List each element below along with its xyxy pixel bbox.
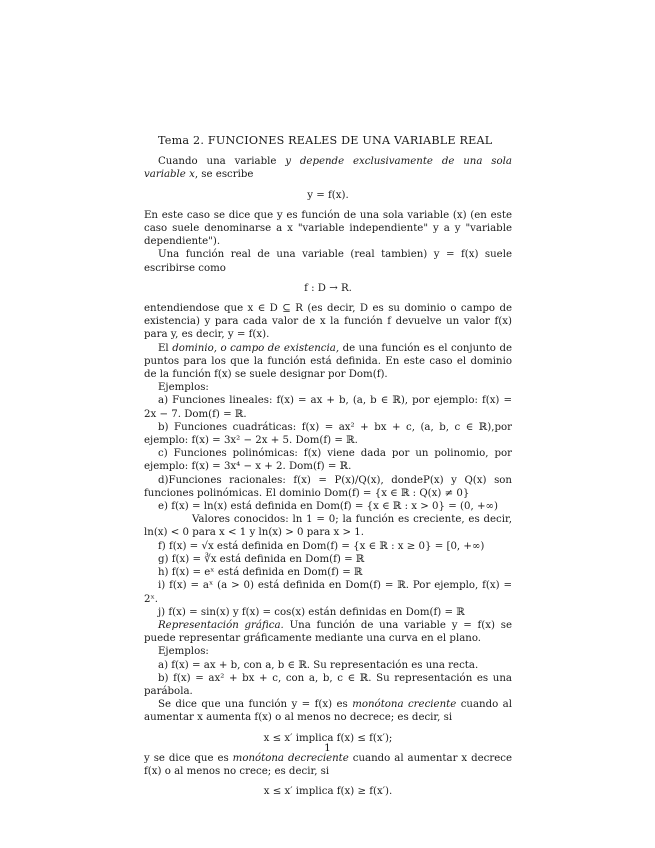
example-log: e) f(x) = ln(x) está definida en Dom(f) = {x ∈ ℝ : x > 0} = (0, +∞) (158, 501, 498, 513)
example-cbrt: g) f(x) = ∛x está definida en Dom(f) = ℝ (158, 553, 365, 565)
domain-explanation: entendiendose que x ∈ D ⊆ R (es decir, D es su dominio o campo de existencia) y para cada valor de x la función f devuelve un valor f(x) para y, es decir, y = f(x). (144, 303, 512, 341)
monotone-inc-text-end: cuando al aumentar x aumenta f(x) o al menos no decrece; es decir, si (144, 699, 512, 724)
example-linear: a) Funciones lineales: f(x) = ax + b, (a, b ∈ ℝ), por ejemplo: f(x) = 2x − 7. Dom(f) = ℝ. (144, 395, 512, 420)
section-title: Tema 2. FUNCIONES REALES DE UNA VARIABLE REAL (158, 134, 493, 147)
domain-text: El (158, 342, 173, 354)
monotone-decreasing (144, 752, 512, 778)
intro-variable: y (285, 156, 292, 168)
example-trig: j) f(x) = sin(x) y f(x) = cos(x) están definidas en Dom(f) = ℝ (158, 606, 465, 618)
text-column (144, 134, 512, 805)
equation-increasing: x ≤ x′ implica f(x) ≤ f(x′); (263, 732, 393, 744)
repr-parabola: b) f(x) = ax² + bx + c, con a, b, c ∈ ℝ. Su representación es una parábola. (144, 672, 512, 697)
example-log-note: Valores conocidos: ln 1 = 0; la función es creciente, es decir, ln(x) < 0 para x < 1 y ln(x) > 0 para x > 1. (144, 514, 512, 539)
example-power: i) f(x) = aˣ (a > 0) está definida en Dom(f) = ℝ. Por ejemplo, f(x) = 2ˣ. (144, 580, 512, 605)
intro-text-end: , se escribe (194, 169, 254, 181)
example-rational: d)Funciones racionales: f(x) = P(x)/Q(x), dondeP(x) y Q(x) son funciones polinómicas. El dominio Dom(f) = {x ∈ ℝ : Q(x) ≠ 0} (144, 474, 512, 499)
graph-emphasis: Representación gráfica. (158, 619, 284, 631)
examples-heading: Ejemplos: (158, 382, 209, 394)
page-number: 1 (324, 742, 331, 754)
monotone-increasing (144, 698, 512, 724)
graph-paragraph (144, 619, 512, 645)
monotone-dec-text-end: cuando al aumentar x decrece f(x) o al menos no crece; es decir, si (144, 752, 512, 777)
intro-text: Cuando una variable (158, 156, 286, 168)
example-sqrt: f) f(x) = √x está definida en Dom(f) = {x ∈ ℝ : x ≥ 0} = [0, +∞) (158, 540, 485, 552)
equation-y-fx: y = f(x). (307, 189, 349, 201)
intro-emphasis: depende exclusivamente de una sola variable x (144, 156, 512, 181)
monotone-dec-emphasis: monótona decreciente (232, 752, 349, 764)
example-exp: h) f(x) = eˣ está definida en Dom(f) = ℝ (158, 567, 363, 579)
monotone-inc-text: Se dice que una función y = f(x) es (158, 699, 353, 711)
domain-emphasis: dominio, o campo de existencia, (172, 342, 340, 354)
domain-text-end: de una función es el conjunto de puntos para los que la función está definida. En este caso el dominio de la función f(x) se suele designar por Dom(f). (144, 342, 512, 381)
monotone-inc-emphasis: monótona creciente (352, 699, 457, 711)
real-function-paragraph: Una función real de una variable (real tambien) y = f(x) suele escribirse como (144, 249, 512, 274)
equation-mapping: f : D → R. (304, 282, 352, 294)
definition-paragraph: En este caso se dice que y es función de una sola variable (x) (en este caso suele denominarse a x "variable independiente" y a y "variable dependiente"). (144, 209, 512, 248)
examples-heading-2: Ejemplos: (158, 646, 209, 658)
intro-paragraph (144, 155, 512, 181)
monotone-dec-text: y se dice que es (144, 752, 233, 764)
example-quadratic: b) Funciones cuadráticas: f(x) = ax² + bx + c, (a, b, c ∈ ℝ),por ejemplo: f(x) = 3x² − 2x + 5. Dom(f) = ℝ. (144, 421, 512, 447)
example-polynomial: c) Funciones polinómicas: f(x) viene dada por un polinomio, por ejemplo: f(x) = 3x⁴ − x + 2. Dom(f) = ℝ. (144, 448, 512, 473)
repr-line: a) f(x) = ax + b, con a, b ∈ ℝ. Su representación es una recta. (158, 659, 479, 671)
equation-decreasing: x ≤ x′ implica f(x) ≥ f(x′). (263, 786, 393, 798)
domain-definition (144, 342, 512, 382)
graph-text: Una función de una variable y = f(x) se puede representar gráficamente mediante una curva en el plano. (144, 619, 512, 645)
